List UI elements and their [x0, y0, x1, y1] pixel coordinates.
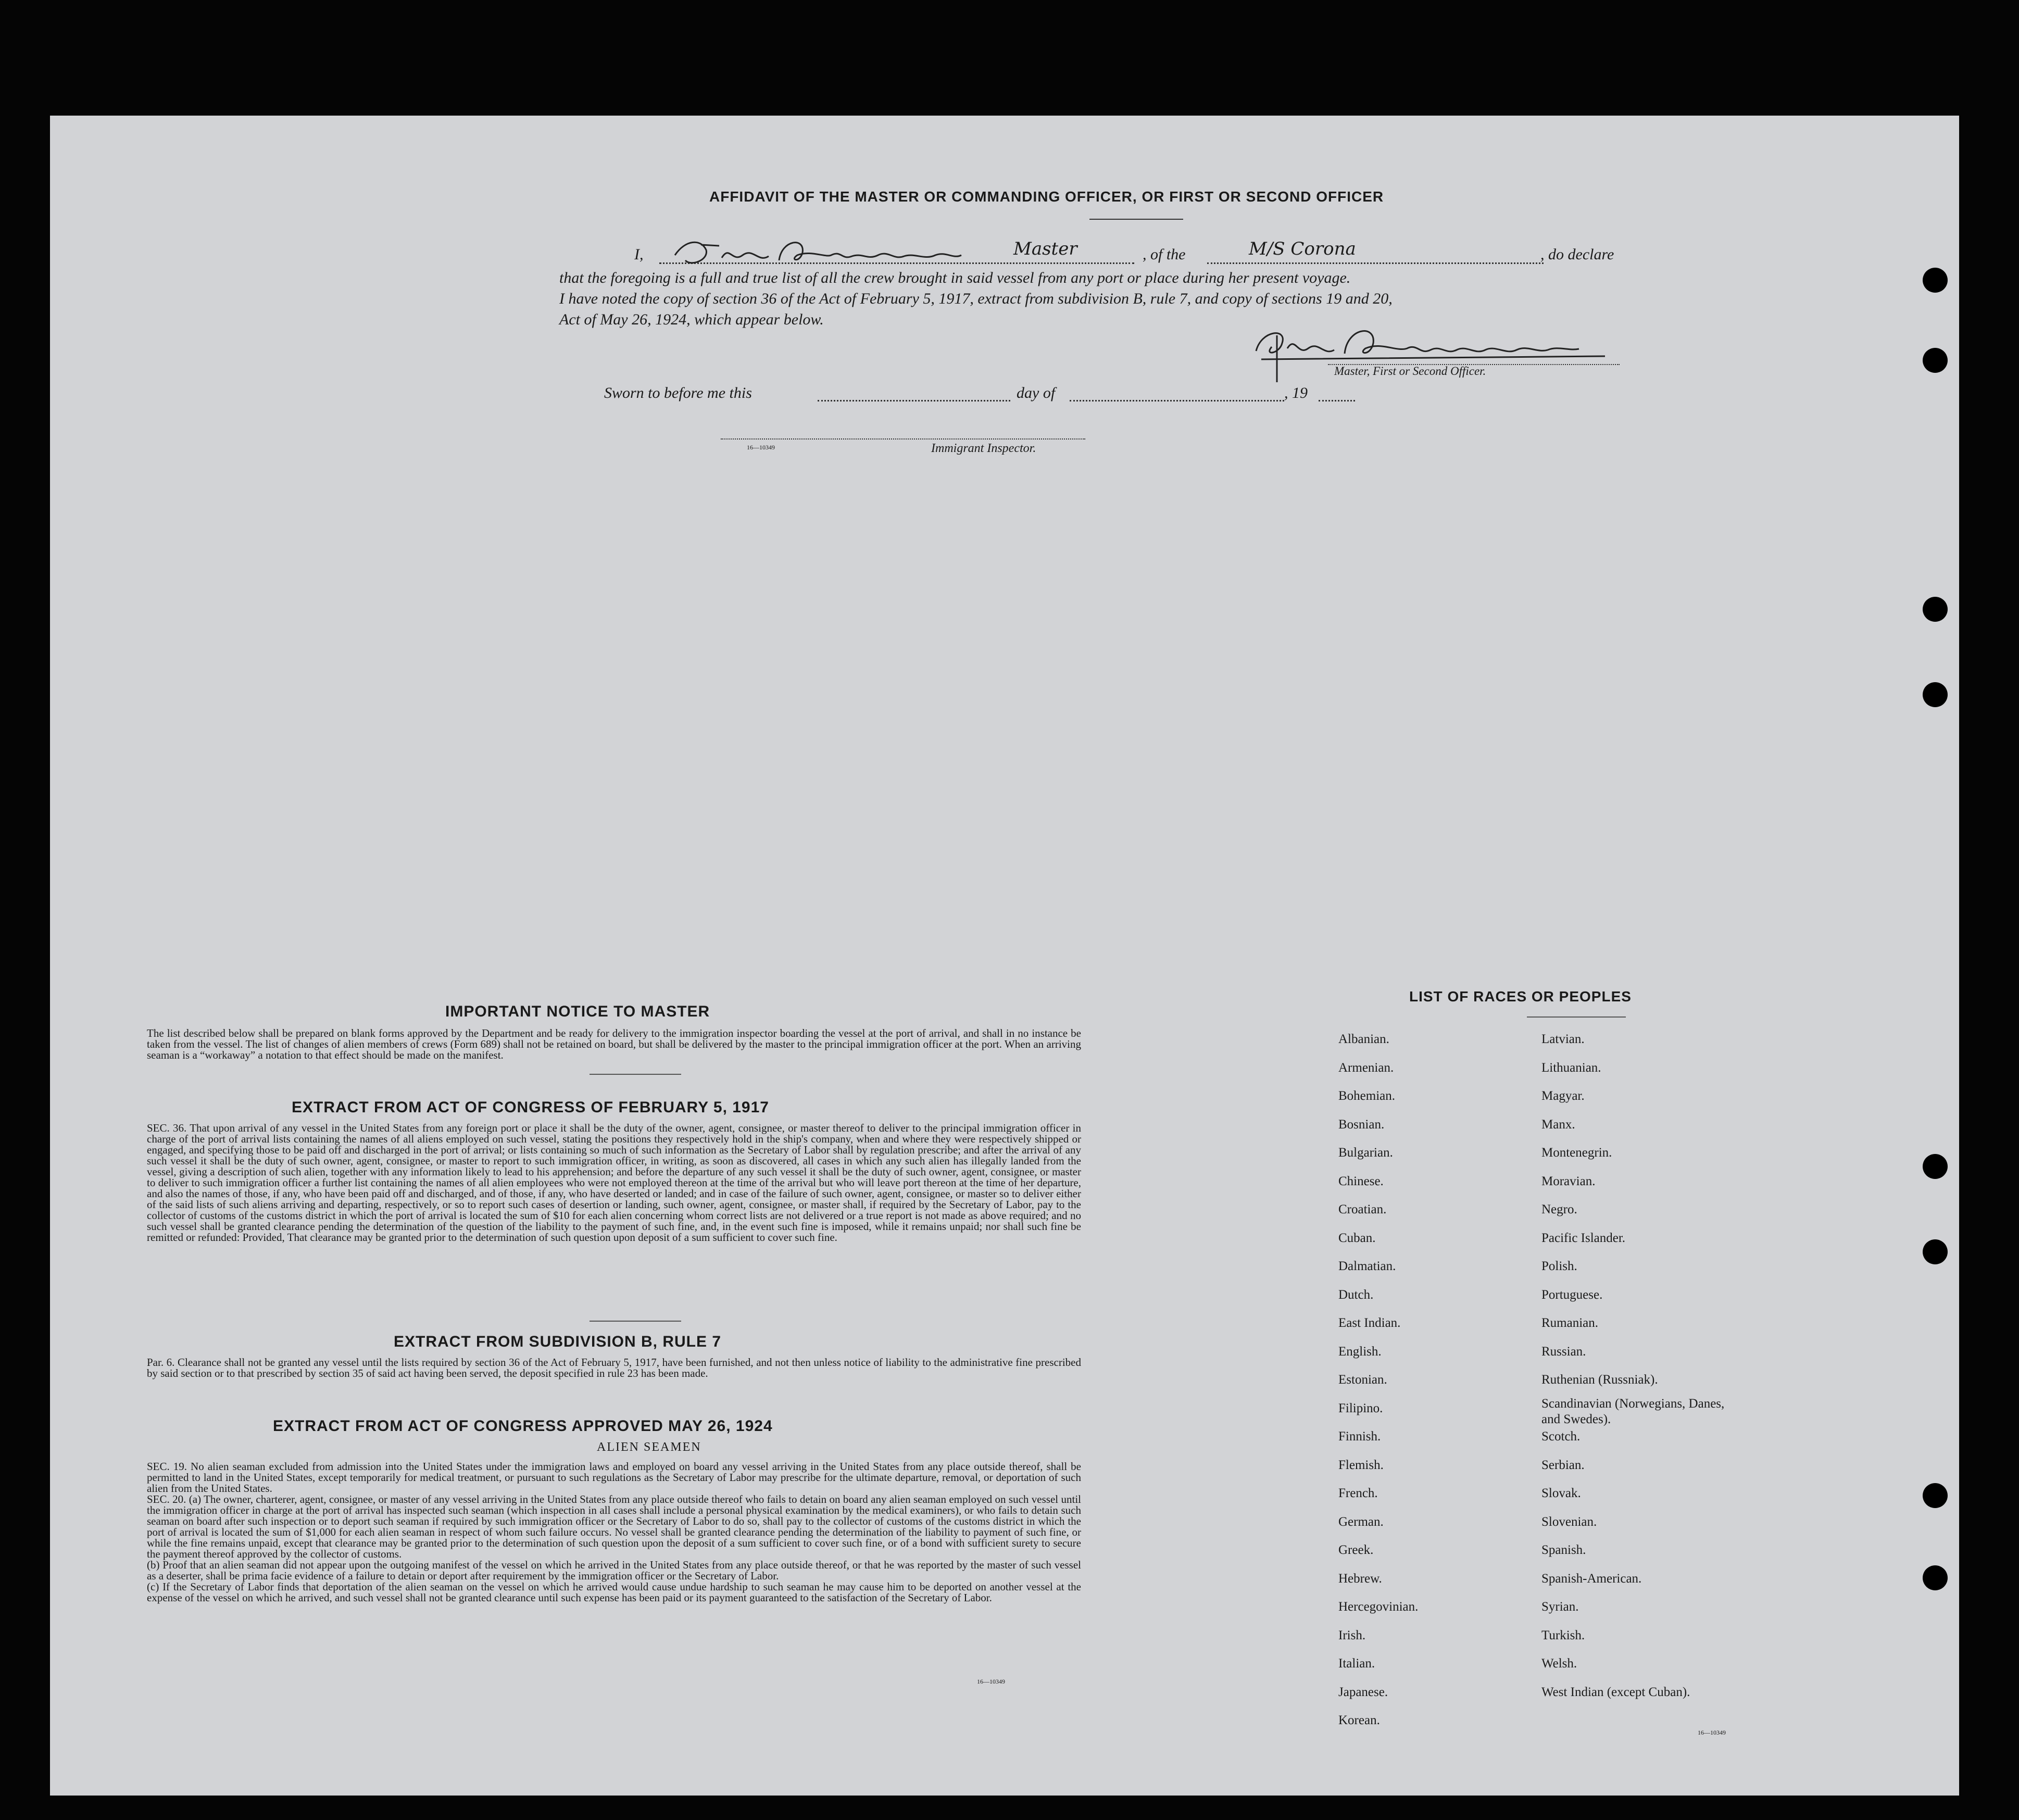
- binding-hole: [1923, 597, 1948, 622]
- sworn-day-line: [818, 400, 1010, 401]
- race-item: Albanian.: [1338, 1032, 1389, 1046]
- race-item: Scotch.: [1541, 1429, 1581, 1444]
- affidavit-line-4: Act of May 26, 1924, which appear below.: [559, 311, 824, 328]
- race-item: Croatian.: [1338, 1202, 1387, 1216]
- race-item: Greek.: [1338, 1543, 1374, 1557]
- race-item: French.: [1338, 1486, 1378, 1500]
- binding-hole: [1923, 268, 1948, 293]
- binding-hole: [1923, 1565, 1948, 1590]
- race-item: Syrian.: [1541, 1600, 1579, 1614]
- sec20a-text: SEC. 20. (a) The owner, charterer, agent, consignee, or master of any vessel arriving in the United States from any place outside thereof who fails to detain on board any alien seaman employed on such vessel until the immigration officer in charge at the port of arrival has inspected such seaman (which inspection in all cases shall include a personal physical examination by the medical examiners), or who fails to detain such seaman on board after such inspection or to deport such seaman if required by such immigration officer or the Secretary of Labor to do so, shall pay to the collector of customs of the customs district in which the port of arrival is located the sum of $1,000 for each alien seaman in respect of whom such failure occurs. No vessel shall be granted clearance pending the determination of the liability to payment of such fine, or while the fine remains unpaid, except that clearance may be granted prior to the determination of such question upon the deposit of a sum sufficient to cover such fine, or of a bond with sufficient surety to secure the payment thereof approved by the collector of customs.: [147, 1493, 1081, 1560]
- race-item: Japanese.: [1338, 1685, 1388, 1699]
- race-item: Montenegrin.: [1541, 1146, 1612, 1160]
- race-item: Portuguese.: [1541, 1287, 1603, 1302]
- notice-body: The list described below shall be prepared on blank forms approved by the Department and be ready for delivery to the immigration inspector boarding the vessel at the port of arrival, and shall in no instance be taken from the vessel. The list of changes of alien members of crews (Form 689) shall not be retained on board, but shall be delivered by the master to the principal immigration officer at the port. When an arriving seaman is a “workaway” a notation to that effect should be made on the manifest.: [147, 1027, 1081, 1061]
- race-item: Latvian.: [1541, 1032, 1585, 1046]
- sec19-text: SEC. 19. No alien seaman excluded from admission into the United States under the immigration laws and employed on board any vessel arriving in the United States from any place outside thereof, shall be permitted to land in the United States, except temporarily for medical treatment, or pursuant to such regulations as the Secretary of Labor may prescribe for the ultimate departure, removal, or deportation of such alien from the United States.: [147, 1460, 1081, 1495]
- title-rule: [1089, 219, 1183, 220]
- race-item: Cuban.: [1338, 1231, 1376, 1245]
- affidavit-title: AFFIDAVIT OF THE MASTER OR COMMANDING OFFICER, OR FIRST OR SECOND OFFICER: [709, 189, 1384, 205]
- race-item: Rumanian.: [1541, 1316, 1599, 1330]
- race-item: Ruthenian (Russniak).: [1541, 1373, 1658, 1387]
- signature-caption: Master, First or Second Officer.: [1334, 365, 1486, 378]
- race-item: East Indian.: [1338, 1316, 1401, 1330]
- inspector-line: [721, 438, 1085, 440]
- rank-handwritten: Master: [1013, 239, 1077, 259]
- race-item: Spanish-American.: [1541, 1571, 1642, 1586]
- section-rule-1: [590, 1074, 681, 1075]
- race-item: Spanish.: [1541, 1543, 1586, 1557]
- race-item: Hebrew.: [1338, 1571, 1382, 1586]
- race-item: German.: [1338, 1514, 1384, 1529]
- race-item: Serbian.: [1541, 1458, 1585, 1472]
- affidavit-line-3: I have noted the copy of section 36 of the Act of February 5, 1917, extract from subdivision B, rule 7, and copy of sections 19 and 20,: [559, 290, 1393, 307]
- race-item: Polish.: [1541, 1259, 1577, 1273]
- sworn-prefix: Sworn to before me this: [604, 384, 752, 401]
- sec20b-text: (b) Proof that an alien seaman did not appear upon the outgoing manifest of the vessel on which he arrived in the United States from any place outside thereof, or that he was reported by the master of such vessel as a deserter, shall be prima facie evidence of a failure to detain or deport after requirement by the immigration officer or the Secretary of Labor.: [147, 1559, 1081, 1582]
- day-of-text: day of: [1017, 384, 1056, 401]
- do-declare-text: , do declare: [1540, 246, 1614, 263]
- races-left-column: [1338, 1032, 1557, 1782]
- race-item: Moravian.: [1541, 1174, 1596, 1188]
- manifest-page: [50, 116, 1959, 1796]
- rule7-body: Par. 6. Clearance shall not be granted any vessel until the lists required by section 36 of the Act of February 5, 1917, have been furnished, and not then unless notice of liability to the administrative fine prescribed by said section or to that prescribed by section 35 of said act having been served, the deposit specified in rule 23 has been made.: [147, 1356, 1081, 1379]
- vessel-handwritten: M/S Corona: [1249, 239, 1356, 259]
- race-item: Scandinavian (Norwegians, Danes, and Swedes).: [1541, 1396, 1725, 1426]
- races-form-number: 16—10349: [1698, 1729, 1726, 1736]
- race-item: Armenian.: [1338, 1060, 1394, 1075]
- binding-hole: [1923, 682, 1948, 707]
- master-signature-inline: [670, 234, 1003, 271]
- rule7-title: EXTRACT FROM SUBDIVISION B, RULE 7: [394, 1333, 722, 1350]
- race-item: Bosnian.: [1338, 1117, 1385, 1132]
- race-item: Slovak.: [1541, 1486, 1581, 1500]
- race-item: Bohemian.: [1338, 1089, 1396, 1103]
- affidavit-prefix: I,: [634, 246, 644, 263]
- race-item: Turkish.: [1541, 1628, 1585, 1642]
- race-item: Irish.: [1338, 1628, 1366, 1642]
- binding-hole: [1923, 1154, 1948, 1179]
- race-item: Bulgarian.: [1338, 1146, 1393, 1160]
- of-the-text: , of the: [1143, 246, 1186, 263]
- races-right-column: [1541, 1032, 1812, 1782]
- race-item: English.: [1338, 1344, 1382, 1359]
- race-item: Manx.: [1541, 1117, 1575, 1132]
- race-item: Welsh.: [1541, 1656, 1577, 1671]
- race-item: Lithuanian.: [1541, 1060, 1601, 1075]
- race-item: Filipino.: [1338, 1401, 1383, 1415]
- extract-1917-body: SEC. 36. That upon arrival of any vessel in the United States from any foreign port or place it shall be the duty of the owner, agent, consignee, or master thereof to deliver to the principal immigration officer in charge of the port of arrival lists containing the names of all aliens employed on such vessel, stating the positions they respectively hold in the ship's company, when and where they were respectively shipped or engaged, and specifying those to be paid off and discharged in the port of arrival; or lists containing so much of such information as the Secretary of Labor shall by regulation prescribe; and after the arrival of any such vessel it shall be the duty of such owner, agent, consignee, or master to report to such immigration officer, in writing, as soon as discovered, all cases in which any such alien has illegally landed from the vessel, giving a description of such alien, together with any information likely to lead to his apprehension; and before the departure of any such vessel it shall be the duty of such owner, agent, consignee, or master to deliver to such immigration officer a further list containing the names of all alien employees who were not employed thereon at the time of the arrival but who will leave port thereon at the time of her departure, and also the names of those, if any, who have been paid off and discharged, and of those, if any, who have deserted or landed; and in case of the failure of such owner, agent, consignee, or master so to deliver either of the said lists of such aliens arriving and departing, respectively, or so to report such cases of desertion or landing, such owner, agent, consignee, or master shall, if required by the Secretary of Labor, pay to the collector of customs of the customs district in which the port of arrival is located the sum of $10 for each alien concerning whom correct lists are not delivered or a true report is not made as above required; and no such vessel shall be granted clearance pending the determination of the question of the liability to the payment of such fine, and, in the event such fine is imposed, while it remains unpaid; nor shall such fine be remitted or refunded: Provided, That clearance may be granted prior to the determination of such question upon deposit of a sum sufficient to cover such fine.: [147, 1122, 1081, 1244]
- binding-hole: [1923, 1483, 1948, 1508]
- race-item: West Indian (except Cuban).: [1541, 1685, 1690, 1699]
- extract-1924-title: EXTRACT FROM ACT OF CONGRESS APPROVED MAY 26, 1924: [273, 1417, 773, 1435]
- race-item: Flemish.: [1338, 1458, 1384, 1472]
- extract-1924-subtitle: ALIEN SEAMEN: [597, 1440, 701, 1454]
- notice-title: IMPORTANT NOTICE TO MASTER: [445, 1003, 710, 1020]
- extract-form-number: 16—10349: [977, 1678, 1005, 1685]
- race-item: Slovenian.: [1541, 1514, 1597, 1529]
- inspector-caption: Immigrant Inspector.: [931, 442, 1036, 455]
- sec20c-text: (c) If the Secretary of Labor finds that deportation of the alien seaman on the vessel on which he arrived would cause undue hardship to such seaman he may cause him to be deported on another vessel at the expense of the vessel on which he arrived, and such vessel shall not be granted clearance until such expense has been paid or its payment guaranteed to the satisfaction of the Secretary of Labor.: [147, 1580, 1081, 1604]
- race-item: Russian.: [1541, 1344, 1586, 1359]
- race-item: Chinese.: [1338, 1174, 1384, 1188]
- race-item: Magyar.: [1541, 1089, 1585, 1103]
- extract-1924-body: [147, 1461, 1081, 1603]
- races-title: LIST OF RACES OR PEOPLES: [1409, 988, 1632, 1005]
- affidavit-line-2: that the foregoing is a full and true list of all the crew brought in said vessel from any port or place during her present voyage.: [559, 269, 1351, 286]
- races-rule: [1527, 1016, 1626, 1018]
- race-item: Negro.: [1541, 1202, 1577, 1216]
- race-item: Finnish.: [1338, 1429, 1381, 1444]
- vessel-line: [1207, 262, 1544, 264]
- race-item: Hercegovinian.: [1338, 1600, 1419, 1614]
- race-item: Dutch.: [1338, 1287, 1374, 1302]
- race-item: Dalmatian.: [1338, 1259, 1396, 1273]
- binding-hole: [1923, 1239, 1948, 1264]
- sworn-month-line: [1070, 400, 1284, 401]
- race-item: Pacific Islander.: [1541, 1231, 1626, 1245]
- affidavit-form-number: 16—10349: [747, 444, 775, 451]
- binding-hole: [1923, 348, 1948, 373]
- section-rule-2: [590, 1321, 681, 1322]
- race-item: Italian.: [1338, 1656, 1375, 1671]
- extract-1917-title: EXTRACT FROM ACT OF CONGRESS OF FEBRUARY 5, 1917: [292, 1099, 769, 1116]
- sworn-year-line: [1319, 400, 1355, 401]
- race-item: Korean.: [1338, 1713, 1380, 1727]
- race-item: Estonian.: [1338, 1373, 1387, 1387]
- year-prefix: , 19: [1284, 384, 1308, 401]
